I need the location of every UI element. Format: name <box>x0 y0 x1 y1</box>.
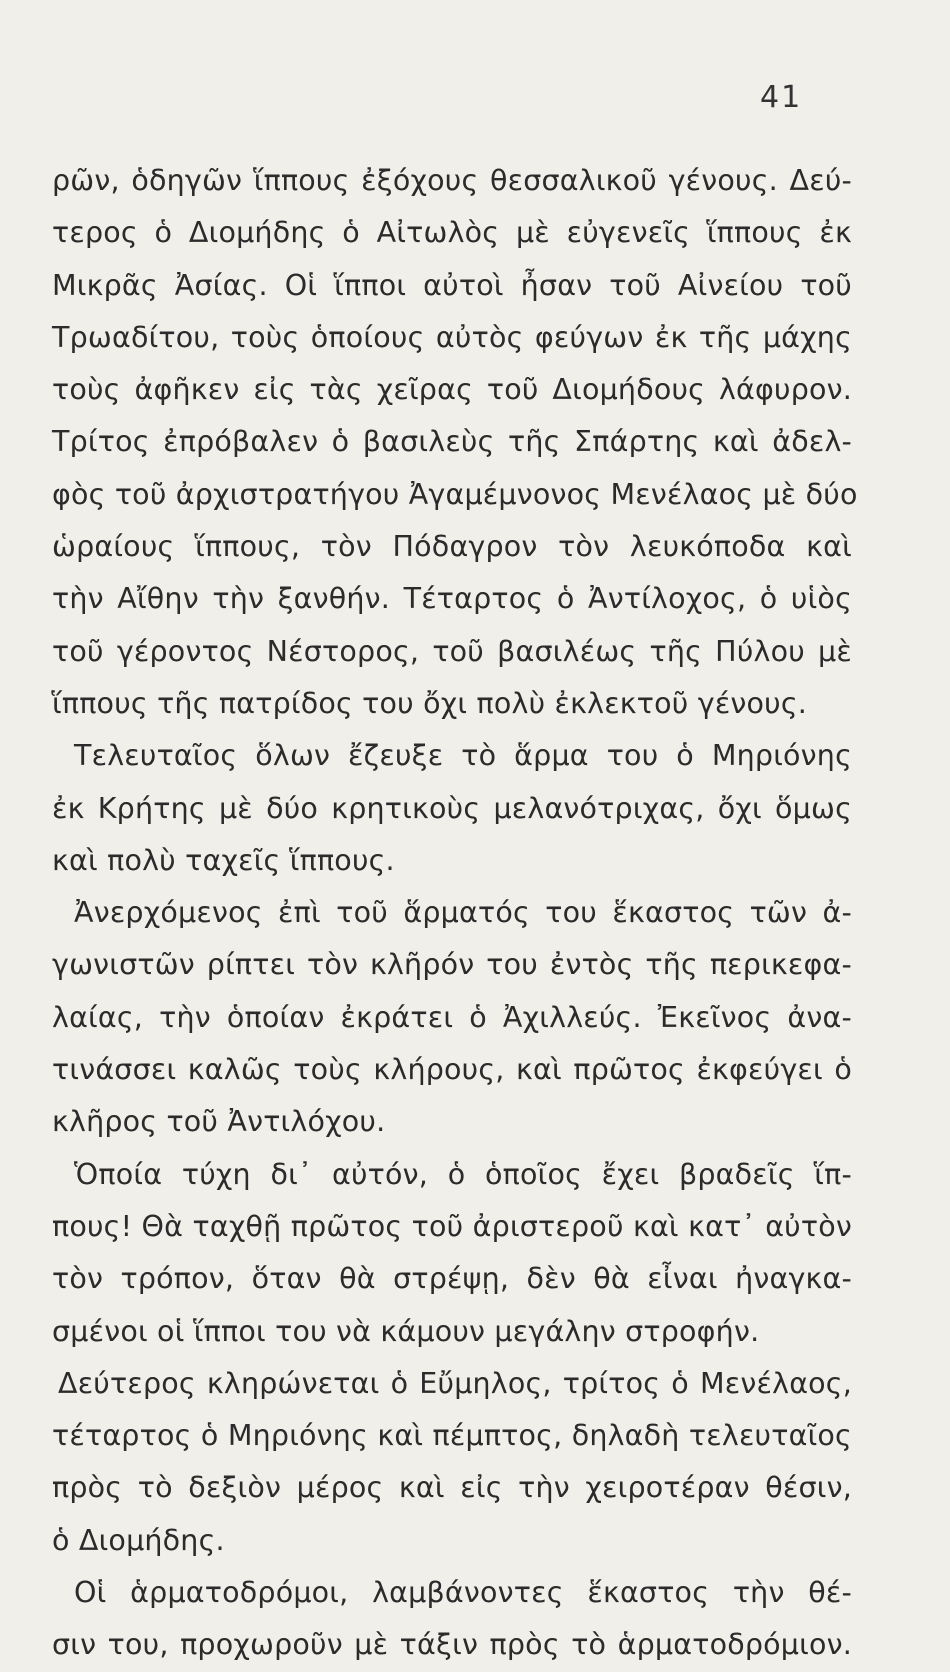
text-line: Τρίτος ἐπρόβαλεν ὁ βασιλεὺς τῆς Σπάρτης καὶ ἀδελ- <box>52 425 852 459</box>
text-line: γωνιστῶν ρίπτει τὸν κλῆρόν του ἐντὸς τῆς περικεφα- <box>52 948 852 982</box>
text-line: πρὸς τὸ δεξιὸν μέρος καὶ εἰς τὴν χειροτέραν θέσιν, <box>52 1471 852 1505</box>
text-line: τοὺς ἀφῆκεν εἰς τὰς χεῖρας τοῦ Διομήδους λάφυρον. <box>52 373 852 407</box>
text-line: τὴν Αἴθην τὴν ξανθήν. Τέταρτος ὁ Ἀντίλοχος, ὁ υἱὸς <box>52 582 852 616</box>
text-line: ὁ Διομήδης. <box>52 1523 225 1557</box>
body-text <box>52 155 858 1672</box>
text-line: Ὁποία τύχη δι᾿ αὐτόν, ὁ ὁποῖος ἔχει βραδεῖς ἵπ- <box>74 1157 852 1191</box>
text-line: Δεύτερος κληρώνεται ὁ Εὔμηλος, τρίτος ὁ Μενέλαος, <box>58 1366 852 1400</box>
text-line: ὡραίους ἵππους, τὸν Πόδαγρον τὸν λευκόποδα καὶ <box>52 530 852 564</box>
text-line: σιν του, προχωροῦν μὲ τάξιν πρὸς τὸ ἁρματοδρόμιον. <box>52 1628 852 1662</box>
text-line: τινάσσει καλῶς τοὺς κλήρους, καὶ πρῶτος ἐκφεύγει ὁ <box>52 1053 852 1087</box>
text-line: ἐκ Κρήτης μὲ δύο κρητικοὺς μελανότριχας, ὄχι ὅμως <box>52 791 852 825</box>
text-line: Τρωαδίτου, τοὺς ὁποίους αὐτὸς φεύγων ἐκ τῆς μάχης <box>52 320 852 354</box>
text-line: τοῦ γέροντος Νέστορος, τοῦ βασιλέως τῆς Πύλου μὲ <box>52 634 852 668</box>
text-line: πους! Θὰ ταχθῇ πρῶτος τοῦ ἀριστεροῦ καὶ κατ᾿ αὐτὸν <box>52 1209 852 1243</box>
text-line: Τελευταῖος ὅλων ἔζευξε τὸ ἅρμα του ὁ Μηριόνης <box>74 739 852 773</box>
text-line: ἵππους τῆς πατρίδος του ὄχι πολὺ ἐκλεκτοῦ γένους. <box>52 686 808 720</box>
text-line: Ἀνερχόμενος ἐπὶ τοῦ ἅρματός του ἕκαστος τῶν ἀ- <box>74 896 852 930</box>
text-line: τὸν τρόπον, ὅταν θὰ στρέψῃ, δὲν θὰ εἶναι ἠναγκα- <box>52 1262 852 1296</box>
text-line: καὶ πολὺ ταχεῖς ἵππους. <box>52 843 395 877</box>
text-line: τερος ὁ Διομήδης ὁ Αἰτωλὸς μὲ εὐγενεῖς ἵππους ἐκ <box>52 216 852 250</box>
text-line: Οἱ ἁρματοδρόμοι, λαμβάνοντες ἕκαστος τὴν θέ- <box>74 1576 852 1610</box>
text-line: λαίας, τὴν ὁποίαν ἐκράτει ὁ Ἀχιλλεύς. Ἐκεῖνος ἀνα- <box>52 1000 852 1034</box>
text-line: ρῶν, ὁδηγῶν ἵππους ἐξόχους θεσσαλικοῦ γένους. Δεύ- <box>52 164 852 197</box>
text-line: τέταρτος ὁ Μηριόνης καὶ πέμπτος, δηλαδὴ τελευταῖος <box>52 1419 852 1453</box>
text-line: φὸς τοῦ ἀρχιστρατήγου Ἀγαμέμνονος Μενέλαος μὲ δύο <box>52 477 858 511</box>
text-line: κλῆρος τοῦ Ἀντιλόχου. <box>52 1105 386 1139</box>
text-line: Μικρᾶς Ἀσίας. Οἱ ἵπποι αὐτοὶ ἦσαν τοῦ Αἰνείου τοῦ <box>52 268 852 302</box>
text-line: σμένοι οἱ ἵπποι του νὰ κάμουν μεγάλην στροφήν. <box>52 1314 760 1348</box>
page-number: 41 <box>760 80 803 115</box>
